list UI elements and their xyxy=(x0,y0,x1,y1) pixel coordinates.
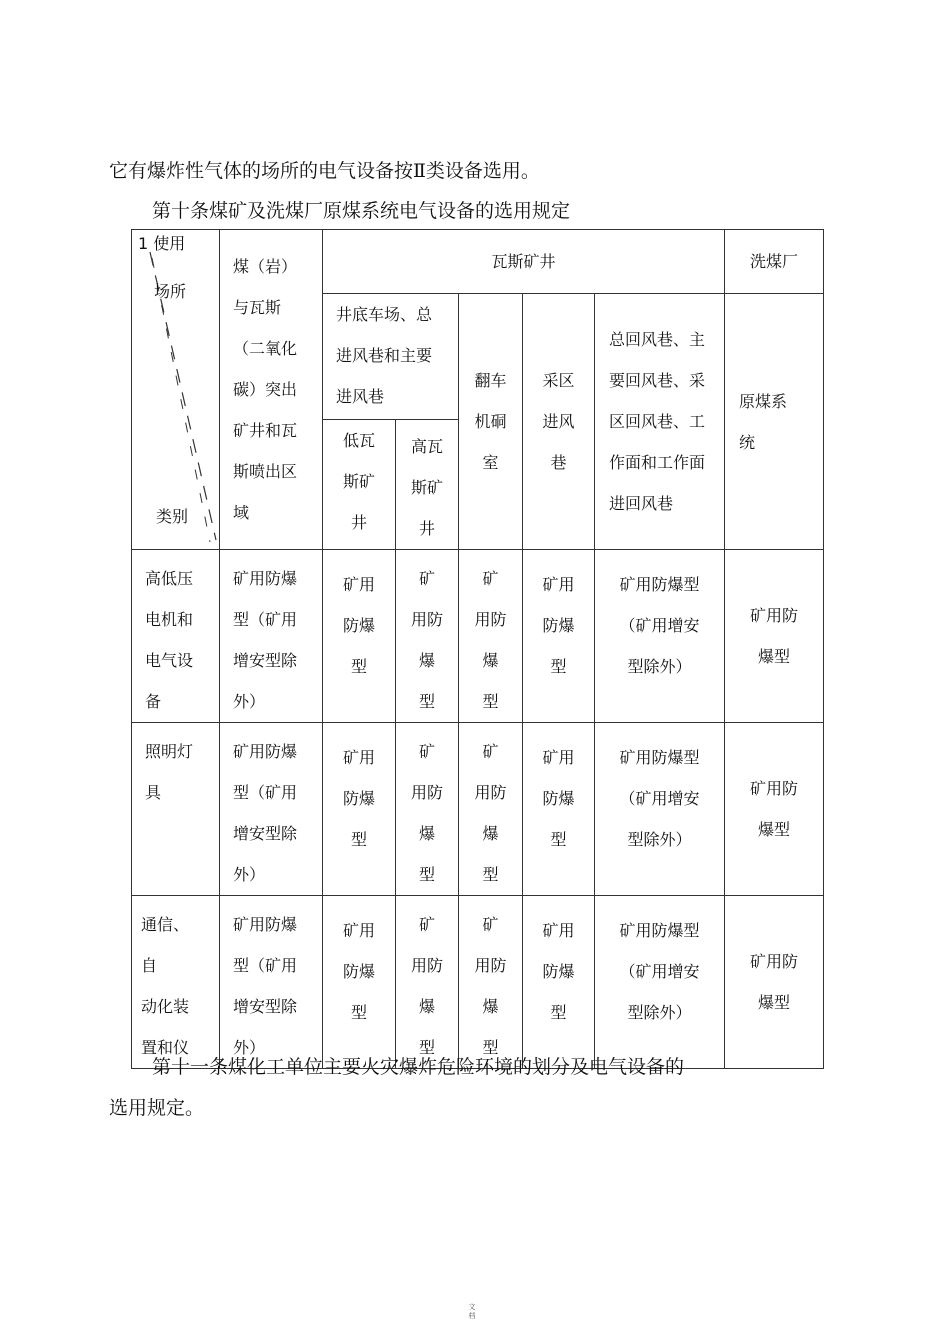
header-tipping-room: 翻车 机硐 室 xyxy=(459,294,523,550)
table-cell: 矿用防 爆型 xyxy=(725,723,824,896)
table-cell: 矿用防 爆型 xyxy=(725,896,824,1069)
table-cell: 矿用防爆型 （矿用增安 型除外） xyxy=(595,896,725,1069)
table-cell: 矿用 防爆 型 xyxy=(323,896,396,1069)
table-cell: 矿用 防爆 型 xyxy=(523,723,595,896)
table-cell: 矿用 防爆 型 xyxy=(323,550,396,723)
paragraph-3b: 选用规定。 xyxy=(109,1097,205,1119)
paragraph-1: 它有爆炸性气体的场所的电气设备按Ⅱ类设备选用。 xyxy=(109,160,540,182)
header-washery: 洗煤厂 xyxy=(725,230,824,294)
header-raw-coal: 原煤系 统 xyxy=(725,294,824,550)
paragraph-3a: 第十一条煤化工单位主要火灾爆炸危险环境的划分及电气设备的 xyxy=(152,1056,685,1078)
table-cell: 矿用 防爆 型 xyxy=(523,550,595,723)
category-cell: 照明灯 具 xyxy=(132,723,220,896)
category-cell: 高低压 电机和 电气设 备 xyxy=(132,550,220,723)
header-high-gas: 高瓦 斯矿 井 xyxy=(396,420,459,550)
header-shaft-bottom: 井底车场、总 进风巷和主要 进风巷 xyxy=(323,294,459,420)
table-cell: 矿用防 爆型 xyxy=(725,550,824,723)
table-cell: 矿 用防 爆 型 xyxy=(396,550,459,723)
category-cell: 通信、 自 动化装 置和仪 xyxy=(132,896,220,1069)
table-row xyxy=(132,896,824,1069)
corner-label-bottom: 类别 xyxy=(156,507,189,526)
table-cell: 矿 用防 爆 型 xyxy=(459,550,523,723)
corner-label-top: 1 使用 xyxy=(138,234,186,253)
table-cell: 矿 用防 爆 型 xyxy=(459,896,523,1069)
paragraph-2: 第十条煤矿及洗煤厂原煤系统电气设备的选用规定 xyxy=(152,200,571,222)
table-cell: 矿 用防 爆 型 xyxy=(396,896,459,1069)
equipment-selection-table xyxy=(131,229,824,1069)
corner-label-mid: 场所 xyxy=(154,282,187,301)
table-cell: 矿用防爆型 （矿用增安 型除外） xyxy=(595,723,725,896)
table-cell: 矿用防爆 型（矿用 增安型除 外） xyxy=(220,550,323,723)
header-gas-mine: 瓦斯矿井 xyxy=(323,230,725,294)
table-row xyxy=(132,723,824,896)
header-return-air: 总回风巷、主 要回风巷、采 区回风巷、工 作面和工作面 进回风巷 xyxy=(595,294,725,550)
table-cell: 矿用 防爆 型 xyxy=(323,723,396,896)
header-mining-intake: 采区 进风 巷 xyxy=(523,294,595,550)
table-cell: 矿 用防 爆 型 xyxy=(459,723,523,896)
table-cell: 矿用防爆 型（矿用 增安型除 外） xyxy=(220,896,323,1069)
table-cell: 矿 用防 爆 型 xyxy=(396,723,459,896)
table-cell: 矿用 防爆 型 xyxy=(523,896,595,1069)
diagonal-divider xyxy=(132,230,220,544)
header-coal-outburst: 煤（岩） 与瓦斯 （二氧化 碳）突出 矿井和瓦 斯喷出区 域 xyxy=(220,230,323,550)
table-row xyxy=(132,550,824,723)
table-cell: 矿用防爆型 （矿用增安 型除外） xyxy=(595,550,725,723)
corner-header-cell xyxy=(132,230,220,550)
table-cell: 矿用防爆 型（矿用 增安型除 外） xyxy=(220,723,323,896)
header-low-gas: 低瓦 斯矿 井 xyxy=(323,420,396,550)
page-footer: 文 档 xyxy=(468,1303,476,1320)
